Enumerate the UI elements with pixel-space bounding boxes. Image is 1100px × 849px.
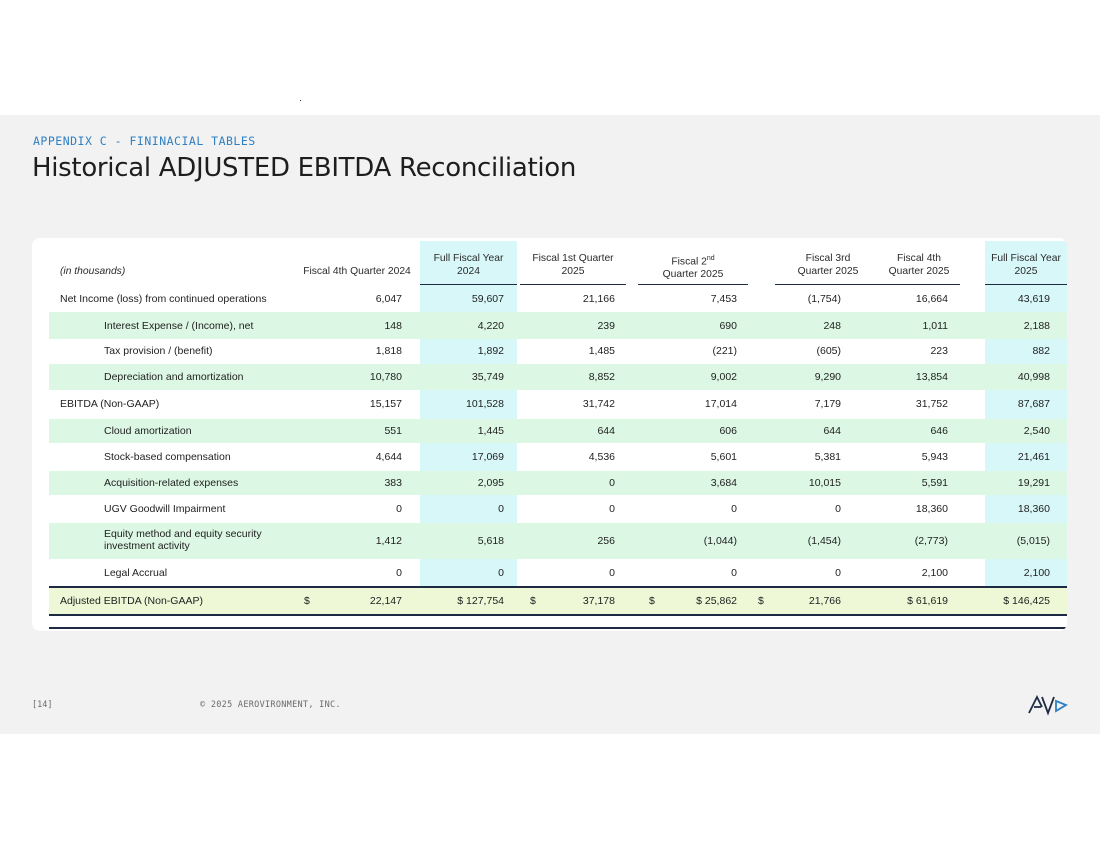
value-cell: 4,536 [588, 451, 615, 463]
value-cell: 18,360 [915, 503, 948, 515]
value-cell: (221) [712, 345, 737, 357]
value-cell: 6,047 [375, 293, 402, 305]
total-value-cell: $ 127,754 [457, 595, 504, 607]
value-cell: 1,892 [477, 345, 504, 357]
value-cell: 383 [384, 477, 402, 489]
value-cell: 4,220 [477, 320, 504, 332]
total-value-cell: 37,178 [582, 595, 615, 607]
total-value-cell: $ 25,862 [696, 595, 737, 607]
row-label: UGV Goodwill Impairment [104, 503, 226, 515]
value-cell: 2,095 [477, 477, 504, 489]
row-label: Cloud amortization [104, 425, 192, 437]
value-cell: 690 [719, 320, 737, 332]
value-cell: 1,011 [922, 320, 948, 332]
value-cell: 5,943 [921, 451, 948, 463]
header-underline [775, 284, 881, 285]
value-cell: 5,381 [814, 451, 841, 463]
value-cell: 646 [930, 425, 948, 437]
unit-label: (in thousands) [60, 266, 126, 277]
value-cell: 644 [823, 425, 841, 437]
row-label: Equity method and equity security investment activity [104, 528, 262, 552]
value-cell: 0 [498, 503, 504, 515]
dollar-sign: $ [649, 595, 655, 607]
value-cell: 5,601 [710, 451, 737, 463]
value-cell: 0 [396, 567, 402, 579]
table-bottom-rule [49, 627, 1067, 629]
value-cell: 1,485 [588, 345, 615, 357]
header-underline [985, 284, 1067, 285]
value-cell: 1,412 [375, 535, 402, 547]
value-cell: 5,618 [477, 535, 504, 547]
copyright: © 2025 AEROVIRONMENT, INC. [200, 700, 341, 710]
total-row [49, 588, 1067, 614]
value-cell: (5,015) [1016, 535, 1050, 547]
section-kicker: APPENDIX C - FININACIAL TABLES [33, 134, 256, 148]
value-cell: 3,684 [710, 477, 737, 489]
row-label: Acquisition-related expenses [104, 477, 239, 489]
total-value-cell: $ 146,425 [1003, 595, 1050, 607]
table-row [49, 339, 1067, 363]
table-row [49, 390, 1067, 417]
row-label: Tax provision / (benefit) [104, 345, 213, 357]
value-cell: 19,291 [1017, 477, 1050, 489]
table-row [49, 496, 1067, 522]
value-cell: 16,664 [915, 293, 948, 305]
page-number: [14] [32, 700, 53, 710]
value-cell: 43,619 [1017, 293, 1050, 305]
value-cell: 1,818 [375, 345, 402, 357]
value-cell: 18,360 [1017, 503, 1050, 515]
value-cell: 1,445 [477, 425, 504, 437]
value-cell: 4,644 [375, 451, 402, 463]
value-cell: 2,100 [921, 567, 948, 579]
value-cell: 35,749 [471, 371, 504, 383]
table-row [49, 287, 1067, 311]
aerovironment-logo [1028, 693, 1068, 717]
col-header-fy-2025: Full Fiscal Year 2025 [991, 253, 1061, 277]
value-cell: 0 [396, 503, 402, 515]
value-cell: 9,002 [710, 371, 737, 383]
row-label: Interest Expense / (Income), net [104, 320, 254, 332]
value-cell: 9,290 [814, 371, 841, 383]
value-cell: 17,069 [471, 451, 504, 463]
table-row [49, 560, 1067, 585]
value-cell: 248 [823, 320, 841, 332]
value-cell: 8,852 [588, 371, 615, 383]
total-value-cell: $ 61,619 [907, 595, 948, 607]
table-row [49, 312, 1067, 339]
value-cell: 0 [731, 567, 737, 579]
table-row [49, 419, 1067, 443]
value-cell: 0 [835, 567, 841, 579]
table-row [49, 471, 1067, 495]
value-cell: 2,100 [1023, 567, 1050, 579]
row-label: Legal Accrual [104, 567, 168, 579]
value-cell: 15,157 [369, 398, 402, 410]
total-bottom-rule [49, 614, 1067, 616]
table-row [49, 444, 1067, 470]
value-cell: 87,687 [1017, 398, 1050, 410]
stray-dot [300, 100, 301, 101]
value-cell: 40,998 [1017, 371, 1050, 383]
col-header-q2-2025: Fiscal 2nd Quarter 2025 [662, 255, 724, 281]
svg-text:AV: AV [1028, 693, 1030, 694]
value-cell: 59,607 [471, 293, 504, 305]
row-label: Net Income (loss) from continued operations [60, 293, 267, 305]
value-cell: 0 [609, 567, 615, 579]
col-header-q1-2025: Fiscal 1st Quarter 2025 [532, 253, 614, 277]
total-value-cell: 22,147 [369, 595, 402, 607]
value-cell: (1,044) [703, 535, 737, 547]
value-cell: 0 [609, 477, 615, 489]
value-cell: 7,179 [814, 398, 841, 410]
header-underline [520, 284, 626, 285]
dollar-sign: $ [304, 595, 310, 607]
value-cell: 2,188 [1023, 320, 1050, 332]
value-cell: 223 [930, 345, 948, 357]
col-header-q4-2025: Fiscal 4th Quarter 2025 [888, 253, 950, 277]
header-underline [878, 284, 960, 285]
value-cell: 5,591 [921, 477, 948, 489]
value-cell: 17,014 [704, 398, 737, 410]
row-label: EBITDA (Non-GAAP) [60, 398, 160, 410]
reconciliation-table [32, 238, 1067, 631]
value-cell: 10,780 [369, 371, 402, 383]
header-underline [420, 284, 517, 285]
value-cell: 101,528 [466, 398, 504, 410]
value-cell: 148 [384, 320, 402, 332]
col-header-q4-2024: Fiscal 4th Quarter 2024 [303, 266, 411, 277]
page-title: Historical ADJUSTED EBITDA Reconciliation [32, 153, 577, 183]
value-cell: 551 [384, 425, 402, 437]
table-row [49, 523, 1067, 559]
value-cell: 0 [609, 503, 615, 515]
value-cell: 644 [597, 425, 615, 437]
value-cell: 10,015 [808, 477, 841, 489]
total-label: Adjusted EBITDA (Non-GAAP) [60, 595, 203, 607]
dollar-sign: $ [758, 595, 764, 607]
value-cell: 882 [1032, 345, 1050, 357]
col-header-q3-2025: Fiscal 3rd Quarter 2025 [797, 253, 859, 277]
value-cell: 21,461 [1017, 451, 1050, 463]
value-cell: 606 [719, 425, 737, 437]
value-cell: (605) [816, 345, 841, 357]
value-cell: (1,754) [807, 293, 841, 305]
col-header-fy-2024: Full Fiscal Year 2024 [433, 253, 504, 277]
dollar-sign: $ [530, 595, 536, 607]
table-row [49, 364, 1067, 390]
value-cell: (2,773) [914, 535, 948, 547]
value-cell: 0 [498, 567, 504, 579]
slide [0, 115, 1100, 734]
value-cell: 7,453 [710, 293, 737, 305]
value-cell: 256 [597, 535, 615, 547]
value-cell: 239 [597, 320, 615, 332]
row-label: Stock-based compensation [104, 451, 231, 463]
row-label: Depreciation and amortization [104, 371, 244, 383]
value-cell: (1,454) [807, 535, 841, 547]
value-cell: 21,166 [582, 293, 615, 305]
value-cell: 0 [731, 503, 737, 515]
total-value-cell: 21,766 [808, 595, 841, 607]
value-cell: 0 [835, 503, 841, 515]
value-cell: 31,752 [915, 398, 948, 410]
value-cell: 2,540 [1023, 425, 1050, 437]
value-cell: 31,742 [582, 398, 615, 410]
value-cell: 13,854 [915, 371, 948, 383]
header-underline [638, 284, 748, 285]
